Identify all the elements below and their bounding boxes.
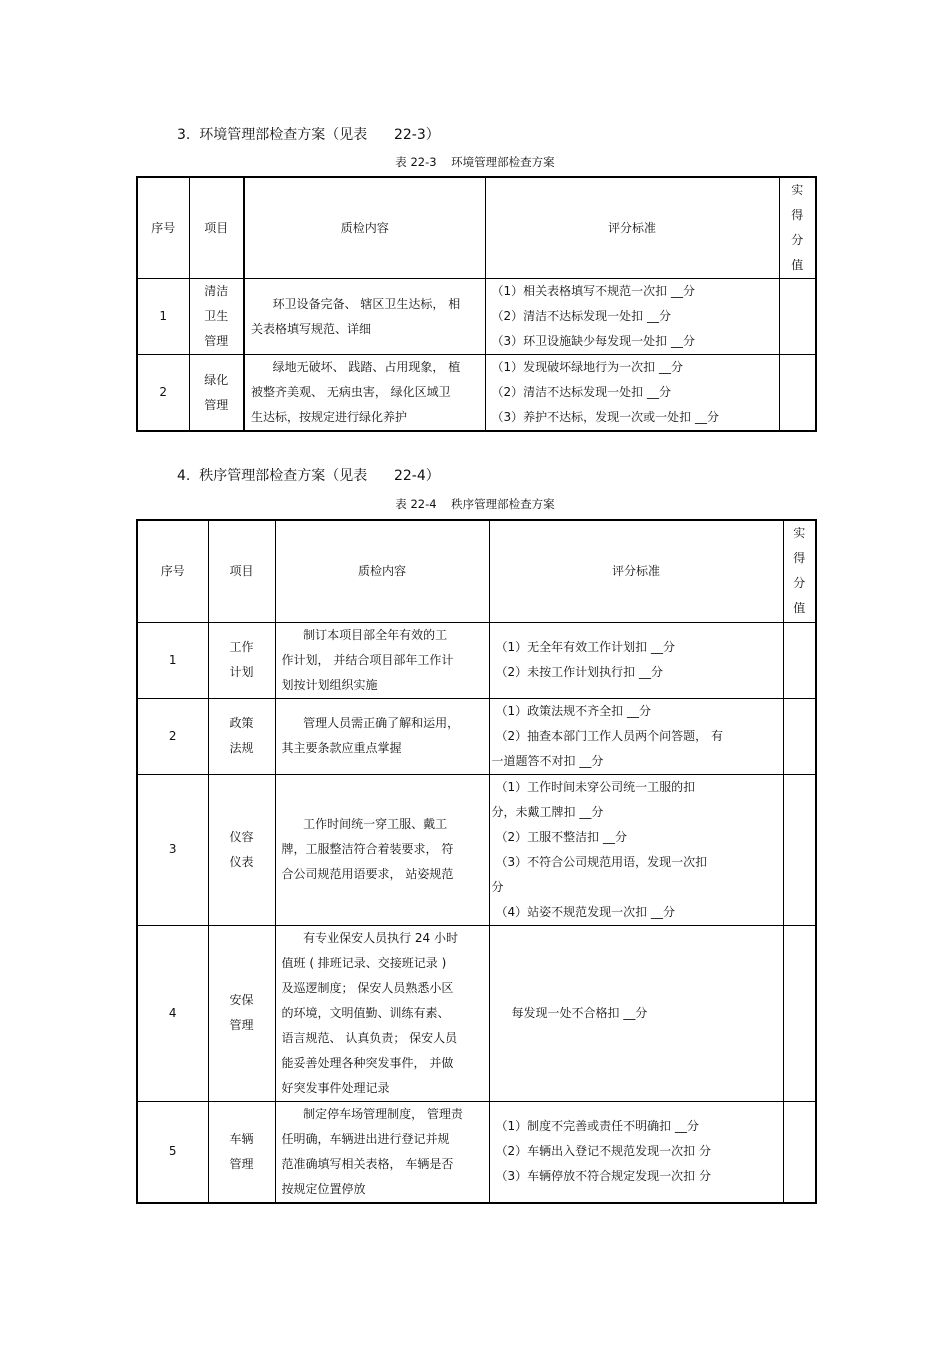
row-standard: （1）制度不完善或责任不明确扣 __分 （2）车辆出入登记不规范发现一次扣 分 （3）车辆停放不符合规定发现一次扣 分 <box>489 1101 783 1203</box>
row-actual-score <box>783 698 816 774</box>
section-3-heading: 3. 环境管理部检查方案（见表 22-3） <box>177 127 440 143</box>
row-actual-score <box>783 1101 816 1203</box>
row-no: 2 <box>137 355 189 432</box>
row-content: 有专业保安人员执行 24 小时 值班 ( 排班记录、交接班记录 ) 及巡逻制度； 保安人员熟悉小区 的环境，文明值勤、训练有素、 语言规范、 认真负责； 保安人员 能妥善处理各种突发事件， 并做 好突发事件处理记录 <box>275 925 489 1101</box>
row-content: 管理人员需正确了解和运用， 其主要条款应重点掌握 <box>275 698 489 774</box>
row-content: 制定停车场管理制度， 管理责 任明确，车辆进出进行登记并规 范准确填写相关表格， 车辆是否 按规定位置停放 <box>275 1101 489 1203</box>
row-no: 4 <box>137 925 208 1101</box>
header-standard: 评分标准 <box>485 177 779 279</box>
row-content: 绿地无破坏、 践踏、占用现象， 植 被整齐美观、 无病虫害， 绿化区域卫 生达标，按规定进行绿化养护 <box>244 355 485 432</box>
table-22-3 <box>136 176 817 432</box>
row-no: 1 <box>137 622 208 698</box>
header-standard: 评分标准 <box>489 520 783 622</box>
table-22-4-caption: 表 22-4 秩序管理部检查方案 <box>395 497 555 511</box>
header-no: 序号 <box>137 177 189 279</box>
row-item: 仪容 仪表 <box>208 774 275 925</box>
table-row <box>137 622 816 698</box>
table-header-row <box>137 177 816 279</box>
table-row <box>137 698 816 774</box>
row-actual-score <box>779 355 816 432</box>
row-no: 5 <box>137 1101 208 1203</box>
row-no: 2 <box>137 698 208 774</box>
row-standard: （1）政策法规不齐全扣 __分 （2）抽查本部门工作人员两个问答题， 有 一道题答不对扣 __分 <box>489 698 783 774</box>
row-standard: 每发现一处不合格扣 __分 <box>489 925 783 1101</box>
row-standard: （1）工作时间未穿公司统一工服的扣 分，未戴工牌扣 __分 （2）工服不整洁扣 __分 （3）不符合公司规范用语，发现一次扣 分 （4）站姿不规范发现一次扣 __分 <box>489 774 783 925</box>
table-row <box>137 774 816 925</box>
row-no: 1 <box>137 279 189 355</box>
row-actual-score <box>783 622 816 698</box>
row-item: 绿化 管理 <box>189 355 244 432</box>
table-row <box>137 355 816 432</box>
row-no: 3 <box>137 774 208 925</box>
row-item: 政策 法规 <box>208 698 275 774</box>
header-no: 序号 <box>137 520 208 622</box>
row-actual-score <box>783 925 816 1101</box>
row-standard: （1）无全年有效工作计划扣 __分 （2）未按工作计划执行扣 __分 <box>489 622 783 698</box>
header-item: 项目 <box>189 177 244 279</box>
table-row <box>137 925 816 1101</box>
header-item: 项目 <box>208 520 275 622</box>
row-standard: （1）发现破坏绿地行为一次扣 __分 （2）清洁不达标发现一处扣 __分 （3）养护不达标，发现一次或一处扣 __分 <box>485 355 779 432</box>
row-item: 清洁 卫生 管理 <box>189 279 244 355</box>
row-content: 工作时间统一穿工服、戴工 牌，工服整洁符合着装要求， 符 合公司规范用语要求， 站姿规范 <box>275 774 489 925</box>
row-standard: （1）相关表格填写不规范一次扣 __分 （2）清洁不达标发现一处扣 __分 （3）环卫设施缺少每发现一处扣 __分 <box>485 279 779 355</box>
header-content: 质检内容 <box>275 520 489 622</box>
table-22-3-caption: 表 22-3 环境管理部检查方案 <box>395 155 555 169</box>
row-item: 工作 计划 <box>208 622 275 698</box>
table-header-row <box>137 520 816 622</box>
header-actual-score: 实 得 分 值 <box>779 177 816 279</box>
row-actual-score <box>783 774 816 925</box>
header-actual-score: 实 得 分 值 <box>783 520 816 622</box>
row-item: 安保 管理 <box>208 925 275 1101</box>
row-content: 环卫设备完备、 辖区卫生达标， 相 关表格填写规范、详细 <box>244 279 485 355</box>
table-row <box>137 1101 816 1203</box>
section-4-heading: 4. 秩序管理部检查方案（见表 22-4） <box>177 468 440 484</box>
table-row <box>137 279 816 355</box>
row-content: 制订本项目部全年有效的工 作计划， 并结合项目部年工作计 划按计划组织实施 <box>275 622 489 698</box>
table-22-4 <box>136 519 817 1204</box>
row-item: 车辆 管理 <box>208 1101 275 1203</box>
header-content: 质检内容 <box>244 177 485 279</box>
row-actual-score <box>779 279 816 355</box>
